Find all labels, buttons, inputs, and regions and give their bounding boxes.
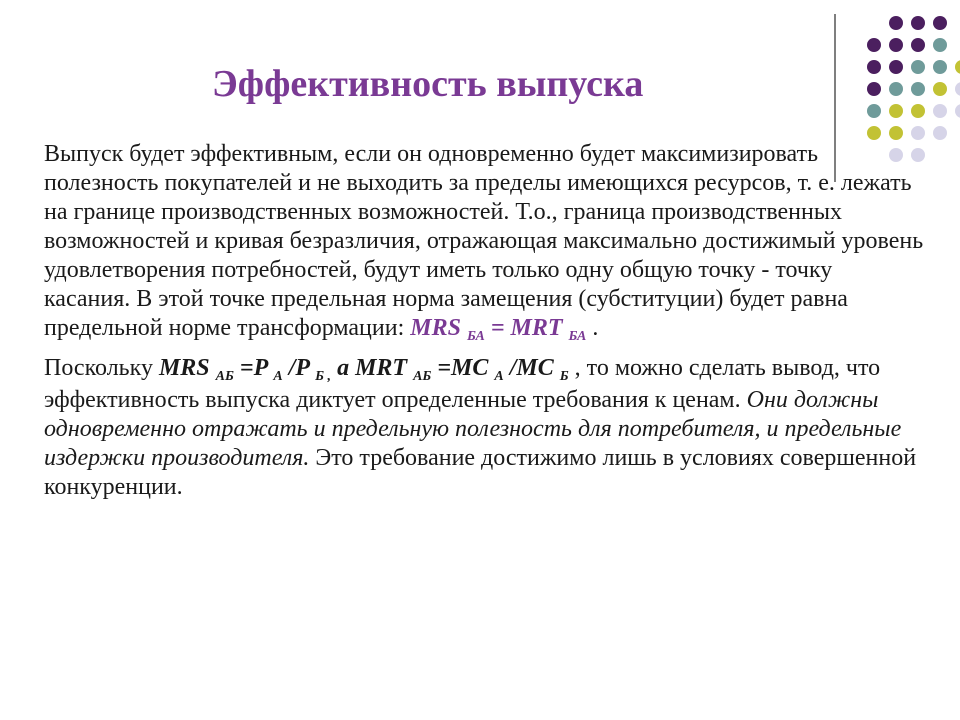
- formula-pa: P: [253, 355, 268, 381]
- decorative-dot: [911, 126, 925, 140]
- decorative-dot: [933, 16, 947, 30]
- formula-mrs-mrt: [410, 315, 587, 344]
- paragraph-end-text: Это требование достижимо лишь в условиях совершенной конкуренции.: [44, 445, 917, 500]
- formula-mrs: MRS: [410, 315, 461, 341]
- decorative-dot: [933, 60, 947, 74]
- formula-equals: =: [484, 315, 511, 341]
- decorative-dot: [911, 38, 925, 52]
- decorative-dot: [911, 82, 925, 96]
- formula-mrt-subscript: АБ: [413, 369, 432, 384]
- formula-mrt-subscript: БА: [568, 329, 587, 344]
- decorative-dot: [911, 16, 925, 30]
- formula-slash: /: [503, 355, 517, 381]
- formula-equals: =: [431, 355, 451, 381]
- decorative-dot: [889, 82, 903, 96]
- formula-mrs-subscript: АБ: [215, 369, 234, 384]
- decorative-dot: [933, 104, 947, 118]
- decorative-dot: [955, 104, 960, 118]
- formula-pb-subscript: Б ,: [315, 369, 332, 384]
- slide-body: [44, 140, 924, 502]
- formula-slash: /: [282, 355, 296, 381]
- formula-mrs-subscript: БА: [466, 329, 485, 344]
- formula-mrt: MRT: [355, 355, 408, 381]
- paragraph-efficiency: [44, 140, 924, 346]
- formula-pb: P: [295, 355, 310, 381]
- formula-mrs: MRS: [158, 355, 210, 381]
- formula-pa-subscript: А: [273, 369, 283, 384]
- decorative-dot: [867, 126, 881, 140]
- decorative-dot: [911, 60, 925, 74]
- paragraph-prices: [44, 354, 924, 502]
- decorative-dot: [933, 82, 947, 96]
- decorative-dot: [867, 60, 881, 74]
- decorative-dot: [933, 38, 947, 52]
- decorative-dot: [955, 82, 960, 96]
- paragraph-text: , то можно сделать вывод, что эффективность выпуска диктует определенные требования к ценам.: [44, 355, 881, 413]
- decorative-dot: [911, 104, 925, 118]
- paragraph-lead: Поскольку: [44, 355, 159, 381]
- formula-mcb: MC: [516, 355, 554, 381]
- decorative-dot: [889, 60, 903, 74]
- formula-and: а: [331, 355, 356, 381]
- paragraph-end: .: [586, 315, 599, 341]
- formula-prices: [158, 355, 569, 384]
- paragraph-text: Выпуск будет эффективным, если он одновременно будет максимизировать полезность покупателей и не выходить за пределы имеющихся ресурсов, т. е. лежать на границе производственных возможностей. Т.о., граница производственных возможностей и кривая безразличия, отражающая максимально достижимый уровень удовлетворения потребностей, будут иметь только одну общую точку - точку касания. В этой точке предельная норма замещения (субституции) будет равна предельной норме трансформации:: [44, 141, 924, 341]
- formula-equals: =: [233, 355, 254, 381]
- slide-title: Эффективность выпуска: [212, 63, 644, 105]
- formula-mcb-subscript: Б: [559, 369, 569, 384]
- formula-mca-subscript: А: [494, 369, 504, 384]
- decorative-dot: [867, 38, 881, 52]
- formula-mrt: MRT: [510, 315, 563, 341]
- decorative-dot: [889, 104, 903, 118]
- formula-mca: MC: [451, 355, 489, 381]
- decorative-dot: [933, 126, 947, 140]
- paragraph-italic-text: Они должны одновременно отражать и предельную полезность для потребителя, и предельные издержки производителя.: [44, 387, 902, 471]
- decorative-dot: [889, 16, 903, 30]
- decorative-dot: [889, 38, 903, 52]
- decorative-dot: [955, 60, 960, 74]
- decorative-dot: [867, 104, 881, 118]
- decorative-dot: [889, 126, 903, 140]
- decorative-dot: [867, 82, 881, 96]
